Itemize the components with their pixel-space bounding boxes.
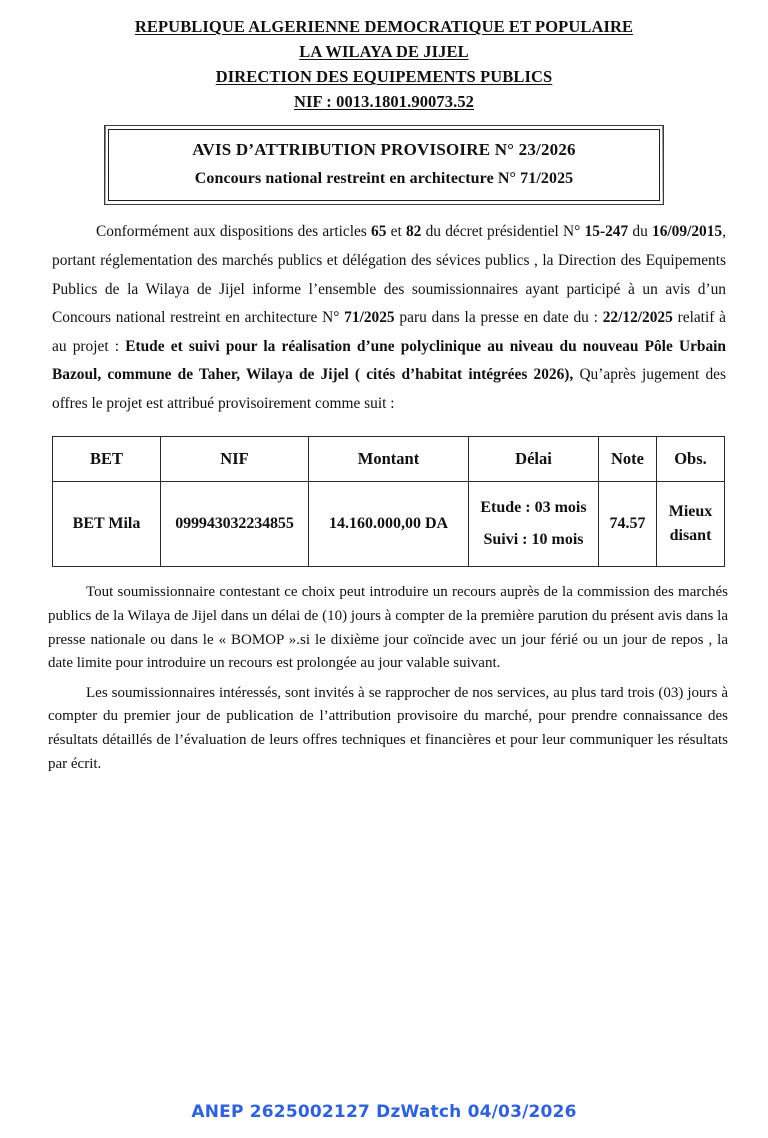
body-text-2: et	[386, 223, 406, 241]
contest-number: 71/2025	[344, 309, 395, 327]
body-text-4: du	[628, 223, 653, 241]
title-box	[104, 125, 664, 205]
header-line-nif-text: NIF : 0013.1801.90073.52	[293, 92, 475, 112]
header-line-republic-text: REPUBLIQUE ALGERIENNE DEMOCRATIQUE ET POPULAIRE	[134, 17, 634, 36]
project-description: Etude et suivi pour la réalisation d’une polyclinique au niveau du nouveau Pôle Urbain Bazoul, commune de Taher, Wilaya de Jijel ( cités d’habitat intégrées 2026),	[52, 337, 726, 384]
notice-title: AVIS D’ATTRIBUTION PROVISOIRE N° 23/2026	[192, 140, 576, 160]
information-paragraph	[48, 682, 728, 776]
obs-line-1: Mieux	[668, 503, 713, 521]
document-footer	[0, 1102, 768, 1122]
cell-bet-name: BET Mila	[53, 482, 161, 567]
anep-reference: ANEP 2625002127 DzWatch 04/03/2026	[191, 1102, 577, 1122]
award-table	[52, 436, 725, 567]
header-line-wilaya	[0, 39, 768, 64]
column-header-delai: Délai	[469, 437, 599, 482]
table-header-row	[53, 437, 725, 482]
information-text: Les soumissionnaires intéressés, sont invités à se rapprocher de nos services, au plus tard trois (03) jours à compter du premier jour de publication de l’attribution provisoire du marché, pour prendre connaissance des résultats détaillés de l’évaluation de leurs offres techniques et financières et pour leur communiquer les résultats par écrit.	[48, 684, 728, 772]
delai-etude: Etude : 03 mois	[480, 499, 587, 517]
column-header-note: Note	[599, 437, 657, 482]
cell-delai-value	[469, 482, 599, 567]
column-header-montant: Montant	[309, 437, 469, 482]
decree-date: 16/09/2015	[652, 223, 723, 241]
notice-subtitle: Concours national restreint en architecture N° 71/2025	[194, 170, 574, 188]
article-82: 82	[405, 223, 422, 241]
table-row	[53, 482, 725, 567]
cell-montant-value: 14.160.000,00 DA	[309, 482, 469, 567]
recourse-paragraph	[48, 581, 728, 675]
body-text-7: relatif à au projet :	[52, 309, 726, 355]
body-text-3: du décret présidentiel N°	[421, 223, 585, 241]
body-text-8: Qu’après jugement des offres le projet est attribué provisoirement comme suit :	[52, 366, 726, 412]
body-text-5: , portant réglementation des marchés publics et délégation des sévices publics , la Direction des Equipements Publics de la Wilaya de Jijel informe l’ensemble des soumissionnaires ayant participé à un avis d’un Concours national restreint en architecture N°	[52, 223, 726, 327]
cell-obs-value	[657, 482, 725, 567]
award-table-wrapper	[52, 436, 724, 567]
title-box-outer-frame	[104, 125, 664, 205]
press-date: 22/12/2025	[602, 309, 673, 327]
cell-nif-value: 099943032234855	[161, 482, 309, 567]
obs-line-2: disant	[669, 527, 712, 545]
header-line-nif	[0, 89, 768, 114]
body-text-1: Conformément aux dispositions des articles	[96, 223, 372, 241]
body-text-6: paru dans la presse en date du :	[394, 309, 603, 327]
header-line-wilaya-text: LA WILAYA DE JIJEL	[299, 42, 469, 62]
article-65: 65	[371, 223, 387, 241]
delai-suivi: Suivi : 10 mois	[483, 531, 584, 549]
recourse-text: Tout soumissionnaire contestant ce choix peut introduire un recours auprès de la commission des marchés publics de la Wilaya de Jijel dans un délai de (10) jours à compter de la première parution du présent avis dans la presse nationale ou dans le « BOMOP ».si le dixième jour coïncide avec un jour férié ou un jour de repos , la date limite pour introduire un recours est prolongée au jour valable suivant.	[48, 584, 728, 672]
body-paragraph-block	[52, 218, 726, 418]
decree-number: 15-247	[584, 223, 629, 241]
column-header-obs: Obs.	[657, 437, 725, 482]
body-paragraph	[52, 218, 726, 418]
header-line-republic	[0, 14, 768, 39]
header-line-direction-text: DIRECTION DES EQUIPEMENTS PUBLICS	[215, 67, 553, 87]
lower-paragraph-block	[48, 581, 728, 776]
column-header-nif: NIF	[161, 437, 309, 482]
column-header-bet: BET	[53, 437, 161, 482]
document-header	[0, 0, 768, 114]
cell-note-value: 74.57	[599, 482, 657, 567]
title-box-inner-frame	[108, 129, 660, 201]
header-line-direction	[0, 64, 768, 89]
